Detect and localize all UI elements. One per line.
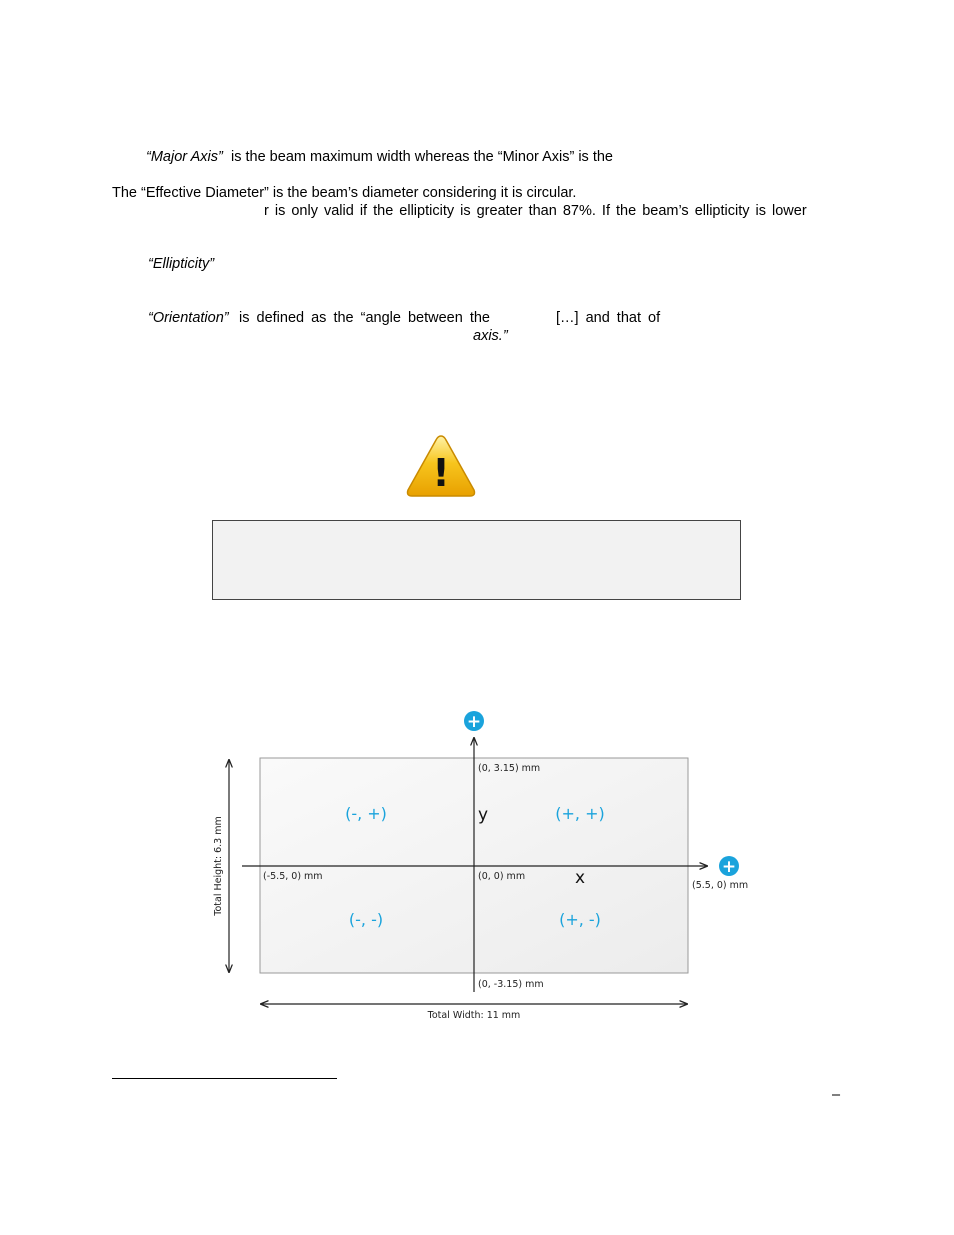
coord-origin-label: (0, 0) mm <box>478 871 526 882</box>
validity-text: r is only valid if the ellipticity is greater than 87%. If the beam’s ellipticity is lower <box>264 203 807 219</box>
svg-text:+: + <box>466 712 482 732</box>
quadrant-bottom-left: (-, -) <box>348 910 384 929</box>
coord-left-label: (-5.5, 0) mm <box>263 871 323 882</box>
svg-text:+: + <box>721 857 737 877</box>
orientation-text: is defined as the “angle between the <box>239 310 490 326</box>
orientation-text-end: […] and that of <box>556 310 661 326</box>
total-width-label: Total Width: 11 mm <box>427 1010 521 1021</box>
y-plus-icon <box>464 711 484 732</box>
quadrant-top-right: (+, +) <box>555 804 605 823</box>
warning-triangle-icon <box>405 433 477 499</box>
sensor-coordinate-diagram <box>200 700 760 1030</box>
coord-bottom-label: (0, -3.15) mm <box>478 979 544 990</box>
total-height-label: Total Height: 6.3 mm <box>213 816 224 916</box>
x-axis-label: x <box>574 868 586 888</box>
x-plus-icon <box>719 856 739 877</box>
major-axis-text: is the beam maximum width whereas the “Minor Axis” is the <box>231 149 613 165</box>
footer-dash: – <box>832 1087 841 1103</box>
coord-top-label: (0, 3.15) mm <box>478 763 541 774</box>
warning-box <box>212 520 741 600</box>
effective-diameter-text: The “Effective Diameter” is the beam’s diameter considering it is circular. <box>112 185 577 201</box>
quadrant-bottom-right: (+, -) <box>559 910 601 929</box>
quadrant-top-left: (-, +) <box>345 804 387 823</box>
coord-right-label: (5.5, 0) mm <box>692 880 749 891</box>
orientation-term: “Orientation” <box>148 310 229 326</box>
svg-text:!: ! <box>432 451 450 495</box>
y-axis-label: y <box>477 805 489 825</box>
ellipticity-term: “Ellipticity” <box>148 256 215 272</box>
major-axis-term: “Major Axis” <box>146 149 223 165</box>
footnote-separator <box>112 1078 337 1079</box>
axis-term: axis.” <box>473 328 508 344</box>
